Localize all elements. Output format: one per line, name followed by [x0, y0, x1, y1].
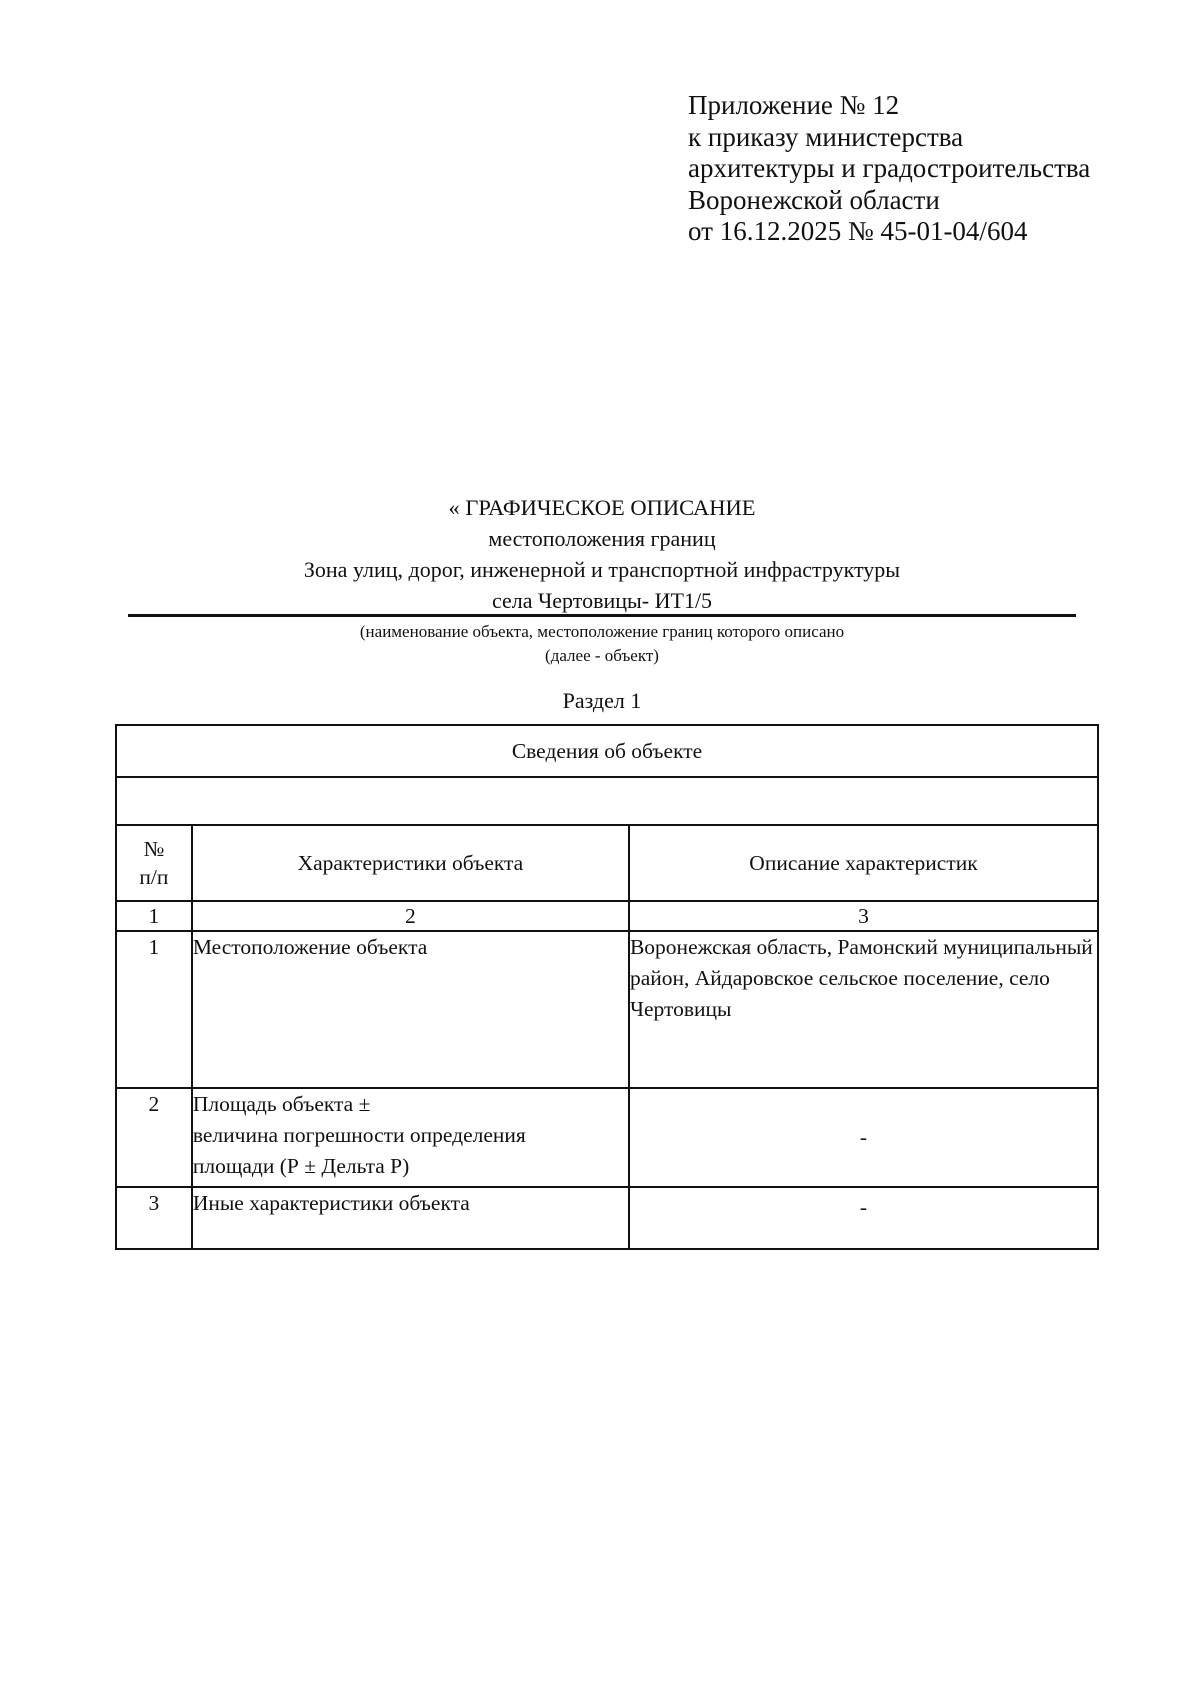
row-number: 3 [116, 1187, 192, 1249]
table-header-row [116, 725, 1098, 777]
col-header-description: Описание характеристик [629, 825, 1098, 901]
col-header-num-line1: № [143, 837, 165, 861]
appendix-header [688, 90, 1090, 248]
row-description: - [629, 1088, 1098, 1187]
title-main: « ГРАФИЧЕСКОЕ ОПИСАНИЕ [448, 495, 756, 520]
object-name-line1: Зона улиц, дорог, инженерной и транспортной инфраструктуры [303, 557, 901, 582]
table-header: Сведения об объекте [116, 725, 1098, 777]
row-number: 1 [116, 931, 192, 1088]
caption-line1: (наименование объекта, местоположение границ которого описано [359, 622, 845, 641]
column-numbers-row [116, 901, 1098, 931]
row-description: - [629, 1187, 1098, 1249]
row-description: Воронежская область, Рамонский муниципальный район, Айдаровское сельское поселение, село Чертовицы [629, 931, 1098, 1088]
row-number: 2 [116, 1088, 192, 1187]
col-number-1: 1 [116, 901, 192, 931]
section-title: Раздел 1 [562, 688, 642, 713]
title-subtitle: местоположения границ [488, 526, 716, 551]
row-characteristic: Иные характеристики объекта [192, 1187, 629, 1249]
row-characteristic-line2: величина погрешности определения [192, 1123, 526, 1147]
col-header-num [116, 825, 192, 901]
caption-line2: (далее - объект) [545, 646, 659, 665]
col-number-2: 2 [192, 901, 629, 931]
appendix-order-date: от 16.12.2025 № 45-01-04/604 [688, 216, 1028, 246]
table-row [116, 931, 1098, 1088]
object-info-table [115, 724, 1099, 1250]
column-headers-row [116, 825, 1098, 901]
title-underline [128, 614, 1076, 617]
row-characteristic: Местоположение объекта [192, 931, 629, 1088]
table-blank-row [116, 777, 1098, 825]
col-number-3: 3 [629, 901, 1098, 931]
table-row [116, 1088, 1098, 1187]
row-characteristic [192, 1088, 629, 1187]
appendix-order-ref: к приказу министерства [688, 121, 964, 152]
appendix-ministry: архитектуры и градостроительства [688, 153, 1091, 183]
row-characteristic-line3: площади (Р ± Дельта Р) [192, 1154, 410, 1178]
blank-cell [116, 777, 1098, 825]
document-title [128, 492, 1076, 616]
col-header-num-line2: п/п [139, 865, 169, 889]
object-name-line2: села Чертовицы- ИТ1/5 [491, 588, 713, 613]
appendix-region: Воронежской области [688, 184, 940, 215]
table-row [116, 1187, 1098, 1249]
appendix-number: Приложение № 12 [688, 90, 900, 120]
row-characteristic-line1: Площадь объекта ± [192, 1092, 371, 1116]
col-header-characteristics: Характеристики объекта [192, 825, 629, 901]
